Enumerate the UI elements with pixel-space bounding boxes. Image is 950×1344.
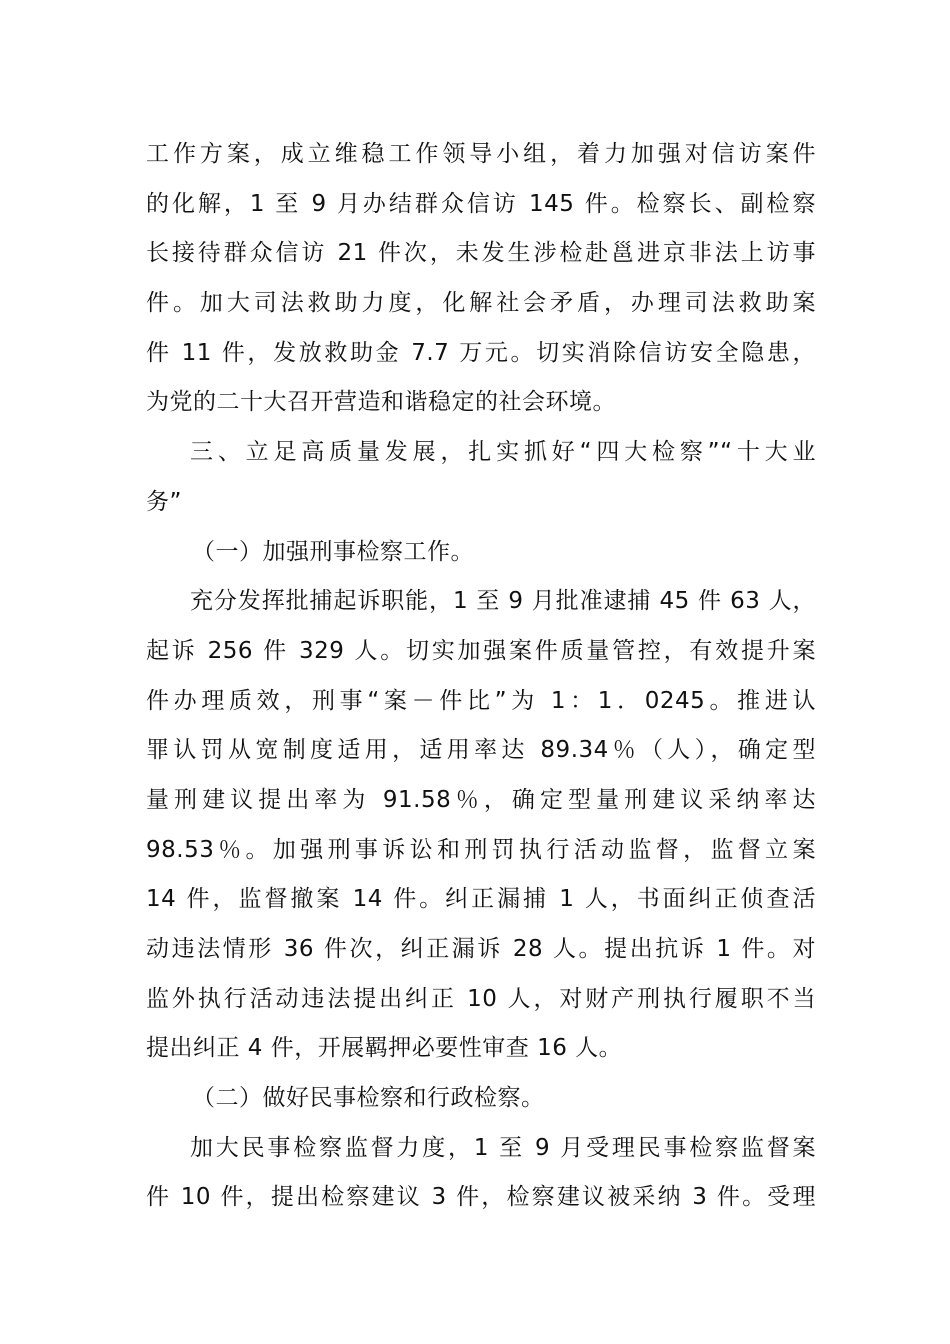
subsection-heading: （一）加强刑事检察工作。 xyxy=(192,538,474,565)
text-line: 加大民事检察监督力度，1 至 9 月受理民事检察监督案 xyxy=(190,1134,816,1161)
text-line: 起诉 256 件 329 人。切实加强案件质量管控，有效提升案 xyxy=(146,637,816,664)
text-line: 罪认罚从宽制度适用，适用率达 89.34％（人），确定型 xyxy=(146,737,816,764)
section-heading: 三、立足高质量发展，扎实抓好“四大检察”“十大业 xyxy=(190,439,816,466)
text-line: 监外执行活动违法提出纠正 10 人，对财产刑执行履职不当 xyxy=(146,985,816,1012)
text-line: 工作方案，成立维稳工作领导小组，着力加强对信访案件 xyxy=(146,141,816,167)
text-line: 件。加大司法救助力度，化解社会矛盾，办理司法救助案 xyxy=(146,290,816,317)
text-line: 充分发挥批捕起诉职能，1 至 9 月批准逮捕 45 件 63 人， xyxy=(190,588,816,615)
text-line: 动违法情形 36 件次，纠正漏诉 28 人。提出抗诉 1 件。对 xyxy=(146,936,816,962)
text-line: 件 10 件，提出检察建议 3 件，检察建议被采纳 3 件。受理 xyxy=(146,1184,816,1211)
text-line: 长接待群众信访 21 件次，未发生涉检赴邕进京非法上访事 xyxy=(146,240,816,267)
text-line: 件 11 件，发放救助金 7.7 万元。切实消除信访安全隐患， xyxy=(146,339,816,366)
section-heading-continuation: 务” xyxy=(146,488,182,515)
text-line: 98.53％。加强刑事诉讼和刑罚执行活动监督，监督立案 xyxy=(146,836,816,863)
subsection-heading: （二）做好民事检察和行政检察。 xyxy=(192,1085,545,1112)
document-body xyxy=(146,130,816,1223)
text-line: 的化解，1 至 9 月办结群众信访 145 件。检察长、副检察 xyxy=(146,190,816,217)
text-line: 14 件，监督撤案 14 件。纠正漏捕 1 人，书面纠正侦查活 xyxy=(146,886,816,913)
text-line: 为党的二十大召开营造和谐稳定的社会环境。 xyxy=(146,389,616,416)
text-line: 量刑建议提出率为 91.58％，确定型量刑建议采纳率达 xyxy=(146,786,816,813)
text-line: 件办理质效，刑事“案－件比”为 1：1．0245。推进认 xyxy=(146,687,816,714)
text-line: 提出纠正 4 件，开展羁押必要性审查 16 人。 xyxy=(146,1035,623,1062)
